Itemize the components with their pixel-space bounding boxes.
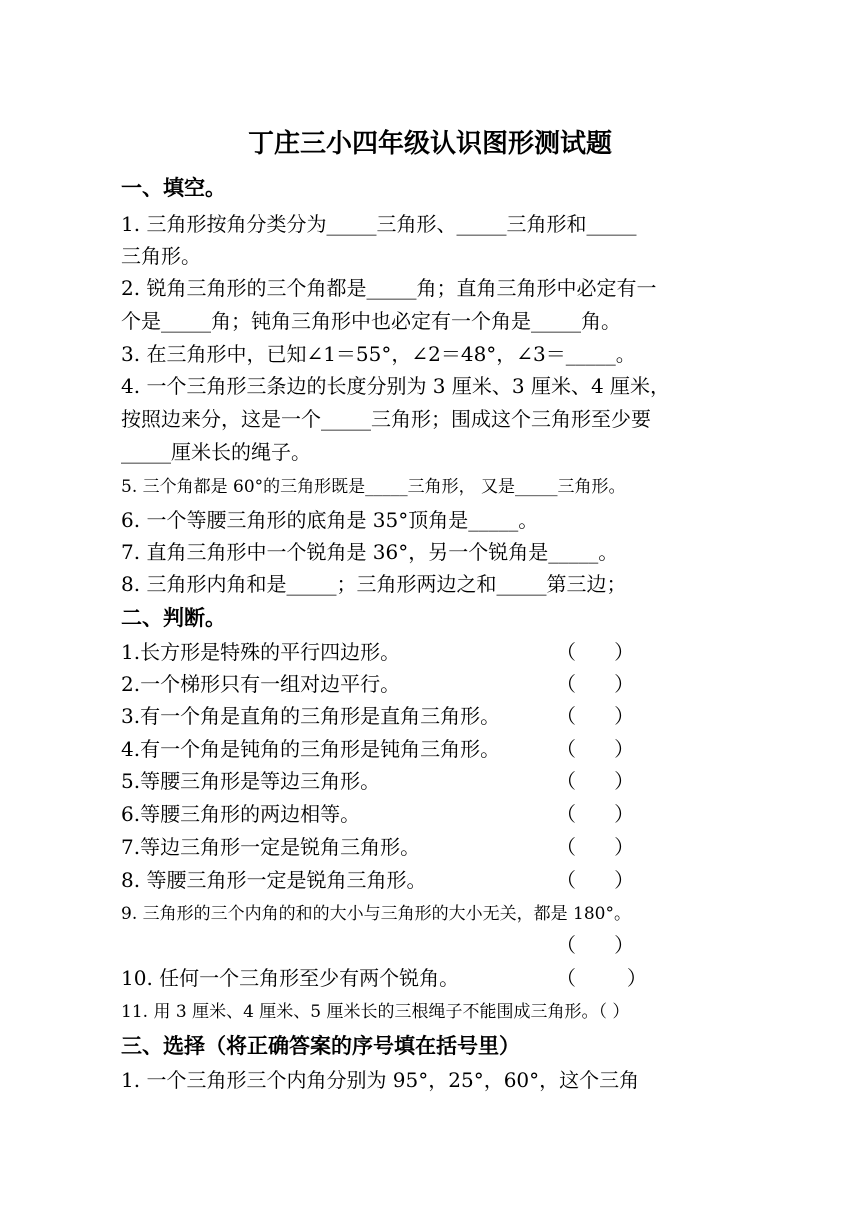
judgement-item: 9. 三角形的三个内角的和的大小与三角形的大小无关，都是 180°。 (121, 904, 631, 924)
answer-parentheses: （ ） (556, 835, 635, 859)
judgement-item: 4.有一个角是钝角的三角形是钝角三角形。 (121, 737, 501, 761)
judgement-item: 7.等边三角形一定是锐角三角形。 (121, 835, 421, 859)
fill-blank-line: 2. 锐角三角形的三个角都是_____角；直角三角形中必定有一 (121, 276, 657, 300)
answer-parentheses: （ ） (556, 672, 635, 696)
answer-parentheses: （ ） (556, 802, 635, 826)
judgement-item: 10. 任何一个三角形至少有两个锐角。 (121, 966, 460, 990)
answer-parentheses: （ ） (556, 933, 635, 957)
fill-blank-line: 4. 一个三角形三条边的长度分别为 3 厘米、3 厘米、4 厘米， (121, 374, 671, 398)
answer-parentheses: （ ） (556, 769, 635, 793)
fill-blank-line: 三角形。 (121, 244, 201, 268)
judgement-item: 6.等腰三角形的两边相等。 (121, 802, 361, 826)
answer-parentheses: （ ） (556, 640, 635, 664)
answer-parentheses: （ ） (556, 704, 635, 728)
fill-blank-line: 5. 三个角都是 60°的三角形既是_____三角形， 又是_____三角形。 (121, 477, 626, 497)
judgement-item: 2.一个梯形只有一组对边平行。 (121, 672, 401, 696)
fill-blank-line: 6. 一个等腰三角形的底角是 35°顶角是_____。 (121, 508, 539, 532)
fill-blank-line: 3. 在三角形中，已知∠1＝55°，∠2＝48°，∠3＝_____。 (121, 342, 636, 366)
answer-parentheses: （ ） (556, 868, 635, 892)
judgement-item: 8. 等腰三角形一定是锐角三角形。 (121, 868, 427, 892)
section-heading-fill-blank: 一、填空。 (121, 176, 226, 200)
judgement-item: 5.等腰三角形是等边三角形。 (121, 769, 381, 793)
judgement-item: 1.长方形是特殊的平行四边形。 (121, 640, 401, 664)
fill-blank-line: 8. 三角形内角和是_____；三角形两边之和_____第三边； (121, 572, 627, 596)
page-title: 丁庄三小四年级认识图形测试题 (247, 129, 612, 159)
answer-parentheses: （ ） (556, 737, 635, 761)
fill-blank-line: 个是_____角；钝角三角形中也必定有一个角是_____角。 (121, 309, 621, 333)
section-heading-choice: 三、选择（将正确答案的序号填在括号里） (121, 1034, 520, 1058)
fill-blank-line: 按照边来分，这是一个_____三角形；围成这个三角形至少要 (121, 407, 651, 431)
judgement-item: 3.有一个角是直角的三角形是直角三角形。 (121, 704, 501, 728)
section-heading-judgement: 二、判断。 (121, 606, 226, 630)
choice-question-line: 1. 一个三角形三个内角分别为 95°，25°，60°，这个三角 (121, 1068, 640, 1092)
judgement-item: 11. 用 3 厘米、4 厘米、5 厘米长的三根绳子不能围成三角形。（ ） (121, 1002, 630, 1022)
answer-parentheses: （ ） (556, 966, 647, 990)
fill-blank-line: 7. 直角三角形中一个锐角是 36°，另一个锐角是_____。 (121, 540, 619, 564)
fill-blank-line: 1. 三角形按角分类分为_____三角形、_____三角形和_____ (121, 212, 637, 236)
fill-blank-line: _____厘米长的绳子。 (121, 440, 311, 464)
